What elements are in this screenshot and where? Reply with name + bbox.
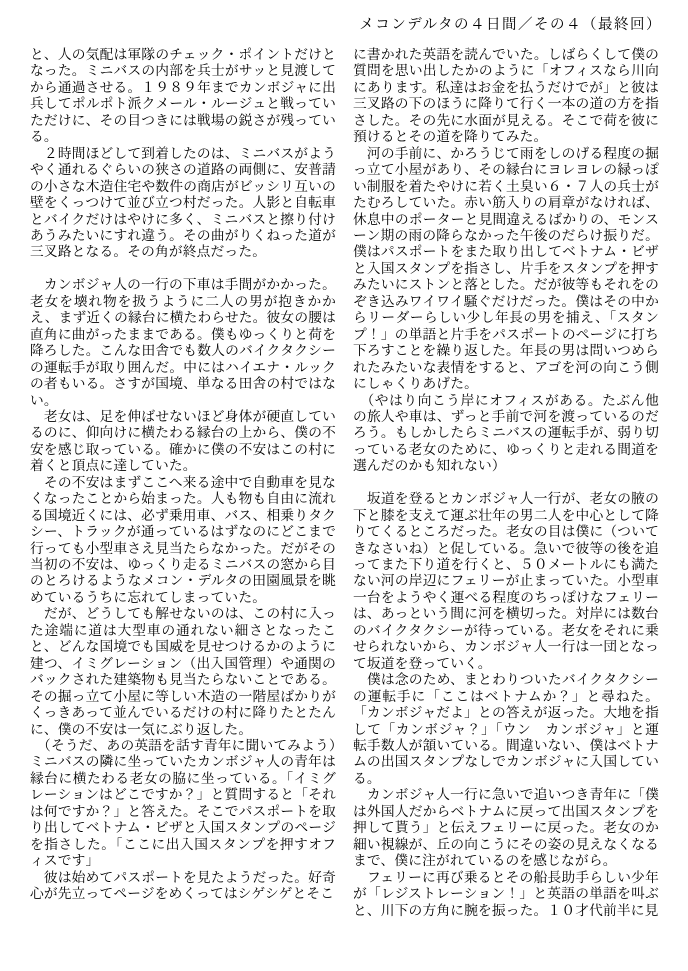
paragraph: だが、どうしても解せないのは、この村に入った途端に道は大型車の通れない細さとなったこと、どんな国境でも国威を見せつけるかのように建つ、イミグレーション（出入国管理）や通関のバックされた建築物も見当たらないことである。その掘っ立て小屋に等しい木造の一階屋ばかりがくっきあって並んでいるだけの村に降りたとたんに、僕の不安は一気にぶり返した。 (30, 606, 336, 738)
paragraph: 彼は始めてパスポートを見たようだった。好奇心が先立ってページをめくってはシゲシゲとそこ (30, 869, 336, 903)
paragraph: に書かれた英語を読んでいた。しばらくして僕の質問を思い出したかのように「オフィスなら川向にあります。私達はお金を払うだけでが」と彼は三叉路の下のほうに降りて行く一本の道の方を指さした。その先に水面が見える。そこで荷を彼に預けるとその道を降りてみた。 (353, 47, 659, 146)
paragraph: カンボジャ人の一行の下車は手間がかかった。老女を壊れ物を扱うように二人の男が抱きかかえ、まず近くの縁台に横たわらせた。彼女の腰は直角に曲がったままである。僕もゆっくりと荷を降ろした。こんな田舎でも数人のバイクタクシーの運転手が取り囲んだ。中にはハイエナ・ルックの者もいる。さすが国境、単なる田舎の村ではない。 (30, 277, 336, 409)
paragraph: 僕は念のため、まとわりついたバイクタクシーの運転手に「ここはベトナムか？」と尋ねた。「カンボジャだよ」との答えが返った。大地を指して「カンボジャ？」「ウン カンボジャ」と運転手数人が頷いている。間違いない、僕はベトナムの出国スタンプなしでカンボジャに入国している。 (353, 672, 659, 787)
paragraph-gap (353, 475, 659, 491)
paragraph: フェリーに再び乗るとその船長助手らしい少年が「レジストレーション！」と英語の単語を叫ぶと、川下の方角に腕を振った。１０才代前半に見 (353, 869, 659, 919)
paragraph: と、人の気配は軍隊のチェック・ポイントだけとなった。ミニバスの内部を兵士がサッと見渡してから通過させる。１９８９年までカンボジャに出兵してポルポト派クメール・ルージュと戦っていただけに、その目つきには戦場の鋭さが残っている。 (30, 47, 336, 146)
paragraph: （そうだ、あの英語を話す青年に聞いてみよう）ミニバスの隣に坐っていたカンボジャ人の青年は縁台に横たわる老女の脇に坐っている。「イミグレーションはどこですか？」と質問すると「それは何ですか？」と答えた。そこでパスポートを取り出してベトナム・ビザと入国スタンプのページを指さした。「ここに出入国スタンプを押すオフィスです」 (30, 738, 336, 870)
paragraph: 河の手前に、かろうじて雨をしのげる程度の掘っ立て小屋があり、その縁台にヨレヨレの緑っぽい制服を着たやけに若く土臭い６・７人の兵士がたむろしていた。赤い筋入りの肩章がなければ、休息中のポーターと見間違えるばかりの、モンスーン期の雨の降らなかった午後のだらけ振りだ。僕はパスポートをまた取り出してベトナム・ビザと入国スタンプを指さし、片手をスタンプを押すみたいにストンと落とした。だが彼等もそれをのぞき込みワイワイ騒ぐだけだった。僕はその中からリーダーらしい少し年長の男を捕え、「スタンプ！」の単語と片手をパスポートのページに打ち下ろすことを繰り返した。年長の男は問いつめられたみたいな表情をすると、アゴを河の向こう側にしゃくりあげた。 (353, 145, 659, 393)
paragraph: ２時間ほどして到着したのは、ミニバスがようやく通れるぐらいの狭さの道路の両側に、安普請の小さな木造住宅や数件の商店がビッシリ互いの壁をくっつけて並び立つ村だった。人影と自転車とバイクだけはやけに多く、ミニバスと擦り付けあうみたいにすれ違う。その曲がりくねった道が三叉路となる。その角が終点だった。 (30, 145, 336, 261)
text-column-right (353, 47, 659, 919)
text-columns (30, 47, 659, 919)
page-title: メコンデルタの４日間／その４（最終回） (359, 17, 662, 33)
paragraph: その不安はまずここへ来る途中で自動車を見なくなったことから始まった。人も物も自由に流れる国境近くには、必ず乗用車、バス、相乗りタクシー、トラックが通っているはずなのにどこまで行っても小型車さえ見当たらなかった。だがその当初の不安は、ゆっくり走るミニバスの窓から目のとろけるようなメコン・デルタの田園風景を眺めているうちに忘れてしまっていた。 (30, 474, 336, 606)
paragraph-gap (30, 261, 336, 277)
paragraph: 老女は、足を伸ばせないほど身体が硬直しているのに、仰向けに横たわる縁台の上から、僕の不安を感じ取っている。確かに僕の不安はこの村に着くと頂点に達していた。 (30, 408, 336, 475)
text-column-left (30, 47, 336, 903)
paragraph: （やはり向こう岸にオフィスがある。たぶん他の旅人や車は、ずっと手前で河を渡っているのだろう。もしかしたらミニバスの運転手が、弱り切っている老女のために、ゆっくりと走れる間道を選んだのかも知れない） (353, 392, 659, 475)
paragraph: 坂道を登るとカンボジャ人一行が、老女の腋の下と膝を支えて運ぶ壮年の男二人を中心として降りてくるところだった。老女の目は僕に（ついてきなさいね）と促している。急いで彼等の後を追ってまた下り道を行くと、５０メートルにも満たない河の岸辺にフェリーが止まっていた。小型車一台をようやく運べる程度のちっぽけなフェリーは、あっという間に河を横切った。対岸には数台のバイクタクシーが待っている。老女をそれに乗せられないから、カンボジャ人一行は一団となって坂道を登っていく。 (353, 491, 659, 672)
paragraph: カンボジャ人一行に急いで追いつき青年に「僕は外国人だからベトナムに戻って出国スタンプを押して貰う」と伝えフェリーに戻った。老女のか細い視線が、丘の向こうにその姿の見えなくなるまで、僕に注がれているのを感じながら。 (353, 787, 659, 870)
